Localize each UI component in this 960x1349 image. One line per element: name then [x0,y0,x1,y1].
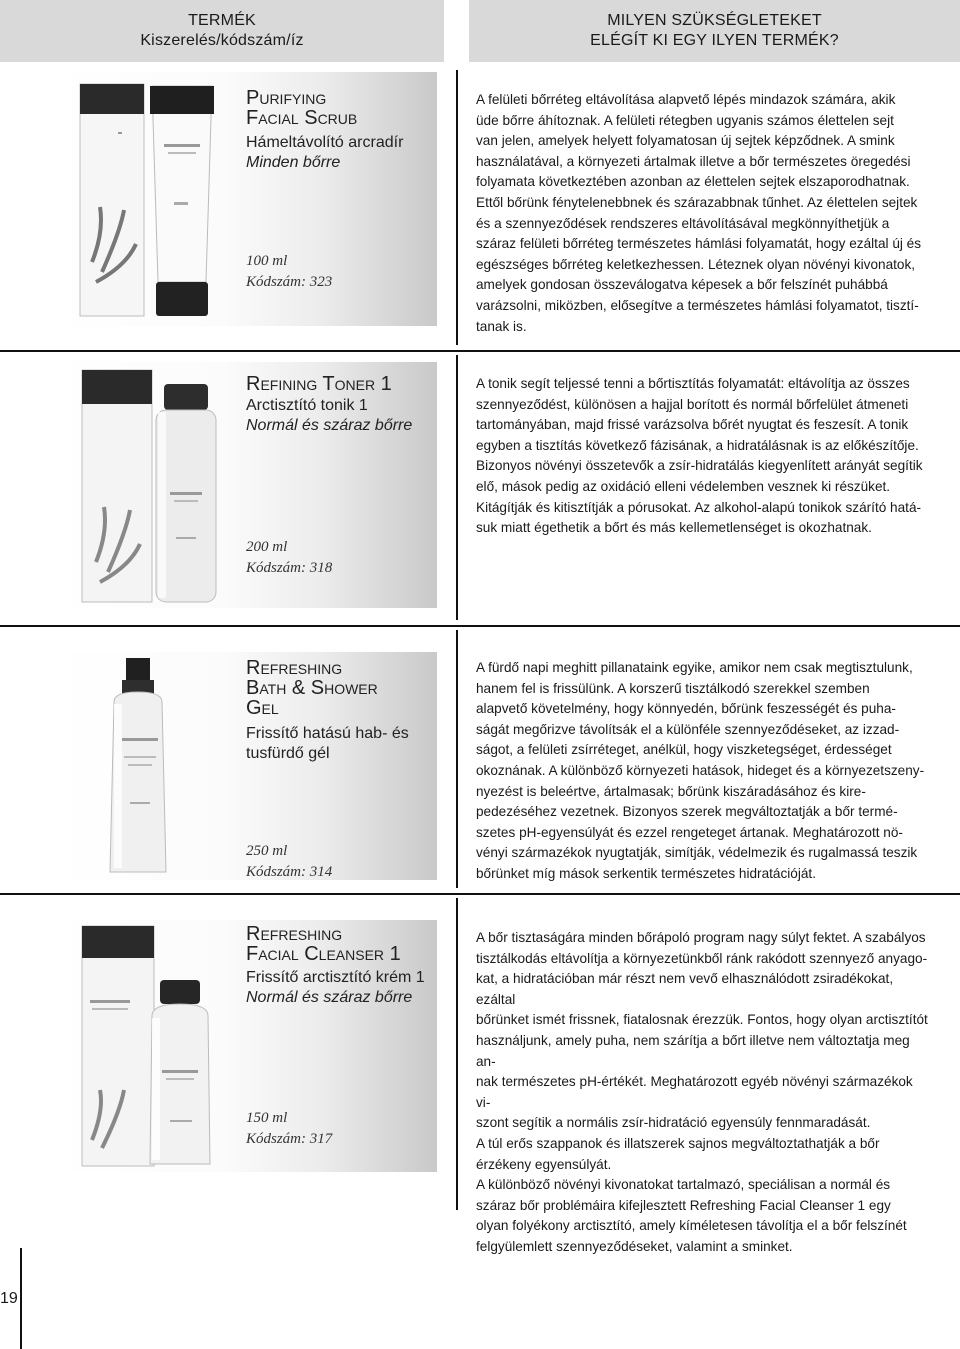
text-line: Facial Scrub [246,107,358,129]
text-line: egyben a tisztítás következő fázisának, a hidratálásnak is az előkészítője. [476,437,919,453]
header-product-column [0,0,444,62]
text-line: szennyeződést, különösen a hajjal borított és normál bőrfelület átmeneti [476,396,909,412]
text-line: nyezést is beleértve, ártalmasak; bőrünk kiszáradásához és kire- [476,783,866,799]
product-volume-code [246,537,332,579]
text-line: Gel [246,697,279,719]
text-line: van jelen, amelyek helyett folyamatosan új sejtek képződnek. A smink [476,133,895,149]
text-line: Normál és száraz bőrre [246,989,413,1006]
header-needs-column [469,0,960,62]
text-line: használjunk, amely puha, nem szárítja a bőrt illetve nem változtatja meg an- [476,1032,910,1069]
product-title [246,658,433,718]
row-separator [0,625,960,627]
text-line: A túl erős szappanok és illatszerek sajnos megváltoztathatják a bőr [476,1135,880,1151]
text-line: Ettől bőrünk fénytelenebbnek és szárazabbnak tűnhet. Az élettelen sejtek [476,194,918,210]
text-line: tusfürdő gél [246,745,330,762]
text-line: egészséges bőrréteg keletkezhessen. Léteznek olyan növényi kivonatok, [476,256,916,272]
product-title [246,88,433,128]
page-number-rule [20,1248,22,1349]
text-line: A felületi bőrréteg eltávolítása alapvető lépés mindazok számára, akik [476,92,896,107]
text-line: okoznának. A különböző környezeti hatások, hideget és a környezetszeny- [476,762,925,778]
product-image-refining-toner [52,362,240,608]
text-line: elő, mások pedig az oxidáció elleni védelemben vesznek ki részüket. [476,478,891,494]
product-description-refining-toner [476,374,928,539]
text-line: használatával, a környezeti ártalmak illetve a bőr természetes öregedési [476,153,911,169]
text-line: Hámeltávolító arcradír [246,134,404,151]
text-line: tartományában, majd frissé varázsolva bőrét nyugtat és feszesít. A tonik [476,417,909,433]
text-line: vényi származékok nyugtatják, simítják, védelmezik és rugalmassá teszik [476,845,918,861]
text-line: 250 ml [246,843,288,859]
product-card-bath-shower-gel [52,652,437,880]
text-line: pedezéséhez vezetnek. Bizonyos szerek megváltoztatják a bőr termé- [476,804,898,820]
product-card-refining-toner [52,362,437,608]
column-divider [456,630,458,888]
column-divider [456,355,458,620]
product-card-facial-cleanser [52,920,437,1172]
product-volume-code [246,251,332,293]
text-line: szont segítik a normális zsír-hidratáció egyensúly fennmaradását. [476,1115,871,1131]
text-line: tisztálkodás eltávolítja a környezetünkből ránk rakódott szennyező anyago- [476,950,928,966]
product-subtitle [246,968,433,1008]
text-line: száraz felületi bőrréteg természetes hámlási folyamatát, hogy ezáltal új és [476,236,922,252]
header-packaging-label: Kiszerelés/kódszám/íz [140,32,304,49]
text-line: Frissítő hatású hab- és [246,725,409,742]
text-line: 100 ml [246,253,288,269]
text-line: ságát megőrizve távolítsák el a különféle szennyeződéseket, az izzad- [476,721,900,737]
text-line: érzékeny egyensúlyát. [476,1156,612,1172]
text-line: nak természetes pH-értékét. Meghatározott egyéb növényi származékok vi- [476,1074,913,1110]
product-description-facial-cleanser [476,928,928,1258]
text-line: alapvető követelmény, hogy könnyedén, bőrünk feszességét és puha- [476,701,896,717]
product-title [246,374,433,394]
product-description-facial-scrub [476,90,928,337]
text-line: Minden bőrre [246,154,341,171]
row-separator [0,350,960,352]
text-line: száraz bőr problémáira kifejlesztett Refreshing Facial Cleanser 1 egy [476,1197,891,1213]
product-image-facial-scrub [52,72,240,326]
text-line: A különböző növényi kivonatokat tartalmazó, speciálisan a normál és [476,1177,891,1193]
text-line: Refreshing [246,923,343,945]
page-number: 19 [0,1290,18,1307]
text-line: varázsolni, miközben, elősegítve a természetes hámlási folyamatot, tisztí- [476,297,919,313]
text-line: Frissítő arctisztító krém 1 [246,969,425,986]
text-line: 200 ml [246,539,288,555]
text-line: 150 ml [246,1110,288,1126]
product-image-facial-cleanser [52,920,240,1172]
text-line: Bizonyos növényi összetevők a zsír-hidratálás kiegyenlített arányát segítik [476,458,923,474]
text-line: bőrünket míg mások serkentik természetes hidratációját. [476,865,816,881]
text-line: A tonik segít teljessé tenni a bőrtisztítás folyamatát: eltávolítja az összes [476,376,910,391]
header-needs-label-1: MILYEN SZÜKSÉGLETEKET [607,12,822,29]
column-divider [456,898,458,1210]
text-line: A bőr tisztaságára minden bőrápoló program nagy súlyt fektet. A szabályos [476,930,926,945]
text-line: folyamata következtében azonban az élettelen sejtek elszaporodhatnak. [476,174,910,190]
text-line: felgyülemlett szennyeződéseket, valamint a sminket. [476,1238,793,1254]
text-line: Refreshing [246,657,343,679]
text-line: Normál és száraz bőrre [246,417,413,434]
text-line: olyan folyékony arctisztító, amely kíméletesen távolítja el a bőr felszínét [476,1218,907,1234]
text-line: hanem fel is frissülünk. A korszerű tisztálkodó szerekkel szemben [476,680,870,696]
text-line: Kitágítják és kitisztítják a pórusokat. Az alkohol-alapú tonikok szárító hatá- [476,499,922,515]
text-line: kat, a hidratációban már részt nem vevő elhasználódott zsiradékokat, ezáltal [476,971,894,1007]
text-line: A fürdő napi meghitt pillanataink egyike, amikor nem csak megtisztulunk, [476,660,913,675]
product-image-bath-shower-gel [52,652,240,880]
text-line: ságot, a felületi zsírréteget, anélkül, hogy viszketegséget, érdességet [476,742,892,758]
text-line: Kódszám: 314 [246,864,333,880]
text-line: Purifying [246,87,327,109]
column-divider [456,70,458,345]
text-line: suk miatt égethetik a bőrt és más kellemetlenséget is okozhatnak. [476,520,872,536]
row-separator [0,893,960,895]
header-product-label: TERMÉK [188,12,256,29]
text-line: Facial Cleanser 1 [246,943,401,965]
text-line: Kódszám: 317 [246,1131,333,1147]
product-description-bath-shower-gel [476,658,928,885]
product-title [246,924,433,964]
text-line: Kódszám: 318 [246,560,333,576]
text-line: szetes pH-egyensúlyát és ezzel rengeteget ártanak. Meghatározott nö- [476,824,903,840]
product-subtitle [246,724,433,764]
text-line: Kódszám: 323 [246,274,333,290]
text-line: tanak is. [476,318,527,334]
product-subtitle [246,133,433,173]
text-line: üde bőrre áhítoznak. A felületi rétegben ugyanis számos élettelen sejt [476,112,894,128]
product-subtitle [246,396,433,436]
text-line: bőrünket ismét frissnek, fiatalosnak érezzük. Fontos, hogy olyan arctisztítót [476,1012,928,1028]
header-needs-label-2: ELÉGÍT KI EGY ILYEN TERMÉK? [590,32,839,49]
text-line: és a szennyeződések rendszeres eltávolításával megkönnyíthetjük a [476,215,890,231]
text-line: Arctisztító tonik 1 [246,397,368,414]
text-line: Bath & Shower [246,677,378,699]
text-line: Refining Toner 1 [246,373,392,395]
product-volume-code [246,1108,332,1150]
product-card-facial-scrub [52,72,437,326]
product-volume-code [246,841,332,883]
text-line: amelyek gondosan összeválogatva képesek a bőr felszínét puhábbá [476,277,888,293]
